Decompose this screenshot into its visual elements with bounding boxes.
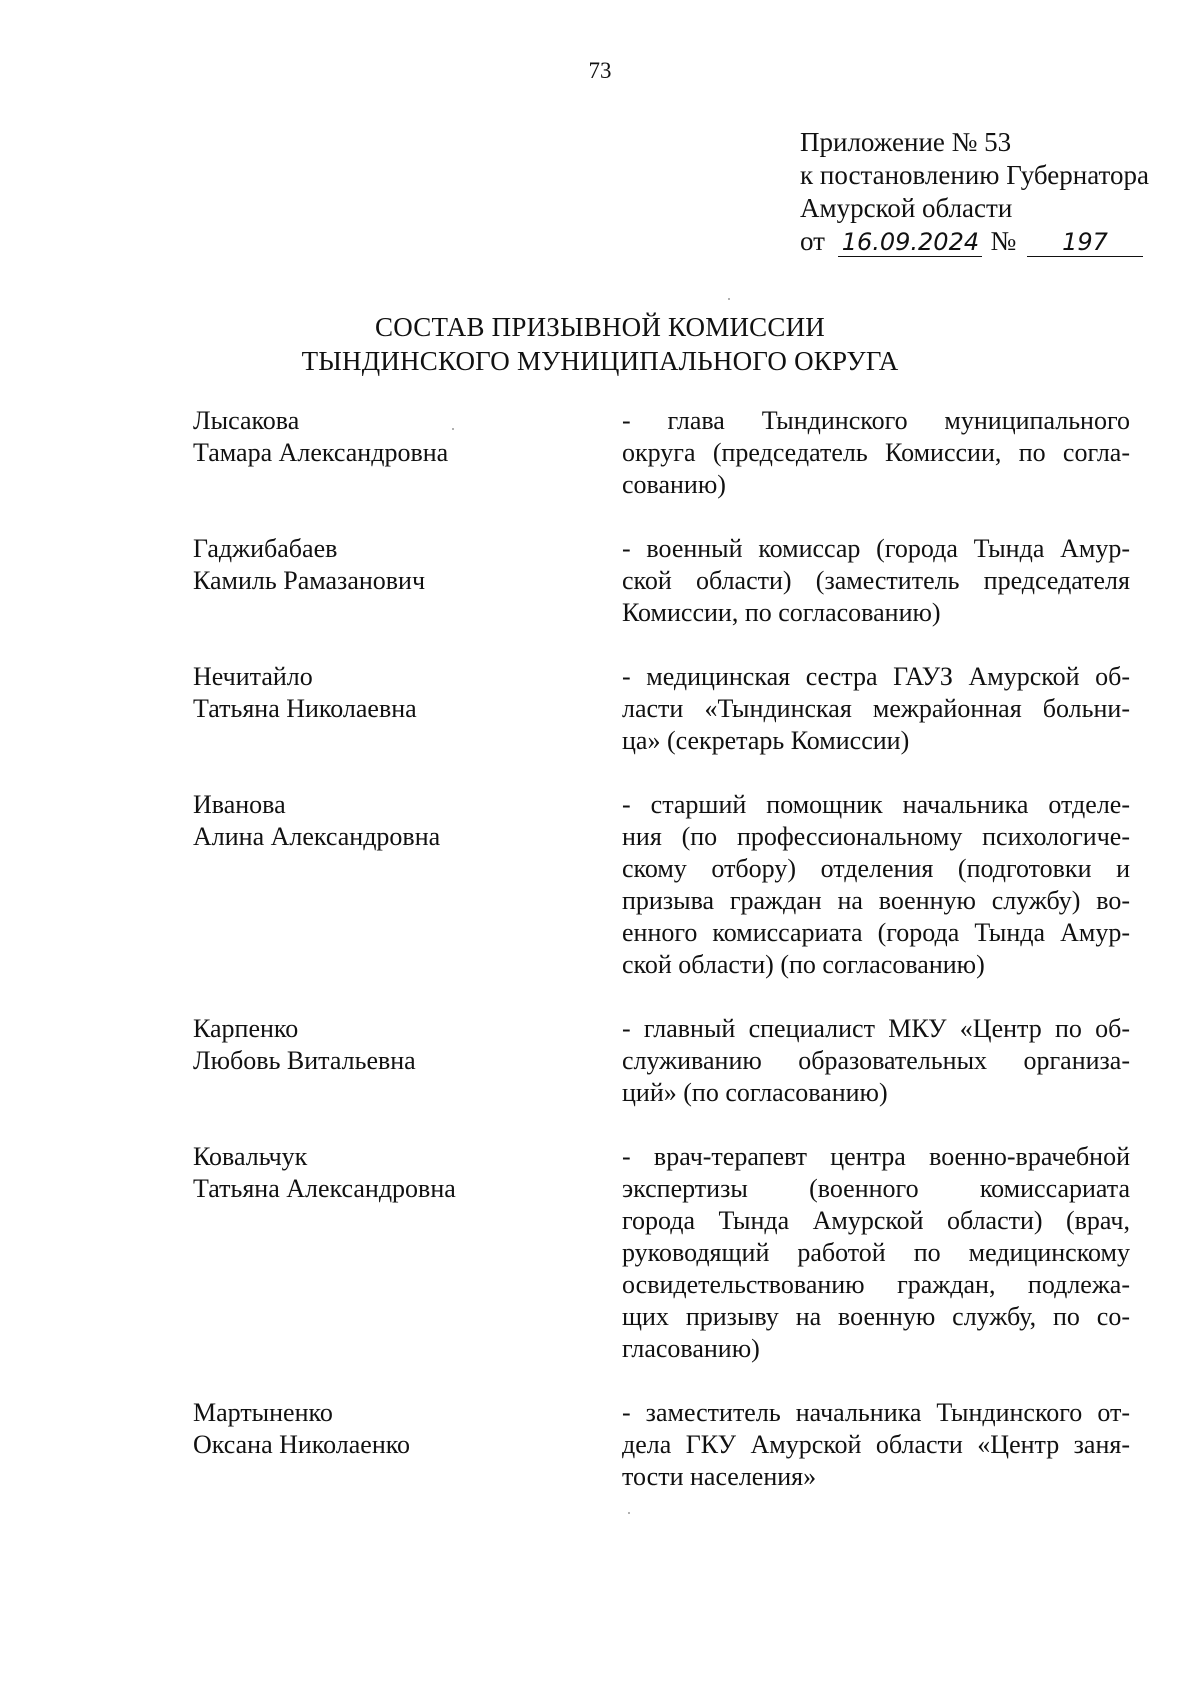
role-line: скому отбору) отделения (подготовки и — [622, 854, 1130, 883]
member-given-names: Камиль Рамазанович — [193, 566, 426, 595]
member-name — [193, 1397, 573, 1461]
member-surname: Гаджибабаев — [193, 534, 338, 563]
member-surname: Иванова — [193, 790, 286, 819]
role-line: призыва граждан на военную службу) во- — [622, 886, 1130, 915]
member-surname: Карпенко — [193, 1014, 299, 1043]
member-name — [193, 1013, 573, 1077]
member-name — [193, 533, 573, 597]
page-number: 73 — [588, 58, 612, 83]
role-line: ской области) (по согласованию) — [622, 950, 985, 979]
member-name — [193, 789, 573, 853]
appendix-block — [800, 126, 1170, 258]
member-given-names: Тамара Александровна — [193, 438, 449, 467]
appendix-date-line — [800, 225, 1170, 258]
title-line-1: СОСТАВ ПРИЗЫВНОЙ КОМИССИИ — [375, 312, 825, 342]
document-title — [0, 310, 1200, 378]
member-name — [193, 661, 573, 725]
member-name — [193, 405, 573, 469]
role-line: Комиссии, по согласованию) — [622, 598, 941, 627]
handwritten-date: 16.09.2024 — [838, 228, 982, 257]
appendix-resolution: к постановлению Губернатора — [800, 160, 1149, 190]
role-line: ций» (по согласованию) — [622, 1078, 888, 1107]
role-line: ласти «Тындинская межрайонная больни- — [622, 694, 1130, 723]
role-line: - глава Тындинского муниципального — [622, 406, 1130, 435]
role-line: служиванию образовательных организа- — [622, 1046, 1130, 1075]
scan-speck — [452, 428, 454, 430]
member-given-names: Татьяна Александровна — [193, 1174, 456, 1203]
member-given-names: Любовь Витальевна — [193, 1046, 416, 1075]
number-sign: № — [990, 226, 1017, 256]
member-role — [622, 1013, 1130, 1109]
role-line: города Тында Амурской области) (врач, — [622, 1206, 1130, 1235]
member-surname: Нечитайло — [193, 662, 313, 691]
role-line: - заместитель начальника Тындинского от- — [622, 1398, 1130, 1427]
date-prefix: от — [800, 226, 825, 256]
member-given-names: Алина Александровна — [193, 822, 441, 851]
role-line: экспертизы (военного комиссариата — [622, 1174, 1130, 1203]
role-line: - врач-терапевт центра военно-врачебной — [622, 1142, 1130, 1171]
role-line: сованию) — [622, 470, 726, 499]
role-line: щих призыву на военную службу, по со- — [622, 1302, 1130, 1331]
member-role — [622, 405, 1130, 501]
member-name — [193, 1141, 573, 1205]
role-line: - главный специалист МКУ «Центр по об- — [622, 1014, 1130, 1043]
member-role — [622, 1397, 1130, 1493]
role-line: округа (председатель Комиссии, по согла- — [622, 438, 1130, 467]
role-line: енного комиссариата (города Тында Амур- — [622, 918, 1130, 947]
scan-speck — [728, 298, 730, 300]
role-line: дела ГКУ Амурской области «Центр заня- — [622, 1430, 1130, 1459]
role-line: - медицинская сестра ГАУЗ Амурской об- — [622, 662, 1130, 691]
handwritten-number: 197 — [1027, 228, 1143, 257]
member-surname: Лысакова — [193, 406, 300, 435]
role-line: - старший помощник начальника отделе- — [622, 790, 1130, 819]
title-line-2: ТЫНДИНСКОГО МУНИЦИПАЛЬНОГО ОКРУГА — [301, 346, 899, 376]
member-role — [622, 661, 1130, 757]
appendix-region: Амурской области — [800, 193, 1013, 223]
member-given-names: Татьяна Николаевна — [193, 694, 417, 723]
member-given-names: Оксана Николаенко — [193, 1430, 411, 1459]
appendix-number: Приложение № 53 — [800, 127, 1012, 157]
member-role — [622, 789, 1130, 981]
role-line: ца» (секретарь Комиссии) — [622, 726, 910, 755]
scan-speck — [628, 1512, 630, 1514]
member-surname: Мартыненко — [193, 1398, 333, 1427]
role-line: руководящий работой по медицинскому — [622, 1238, 1130, 1267]
member-surname: Ковальчук — [193, 1142, 308, 1171]
role-line: - военный комиссар (города Тында Амур- — [622, 534, 1130, 563]
role-line: освидетельствованию граждан, подлежа- — [622, 1270, 1130, 1299]
role-line: тости населения» — [622, 1462, 817, 1491]
member-role — [622, 533, 1130, 629]
member-role — [622, 1141, 1130, 1365]
role-line: ния (по профессиональному психологиче- — [622, 822, 1130, 851]
role-line: гласованию) — [622, 1334, 760, 1363]
role-line: ской области) (заместитель председателя — [622, 566, 1130, 595]
